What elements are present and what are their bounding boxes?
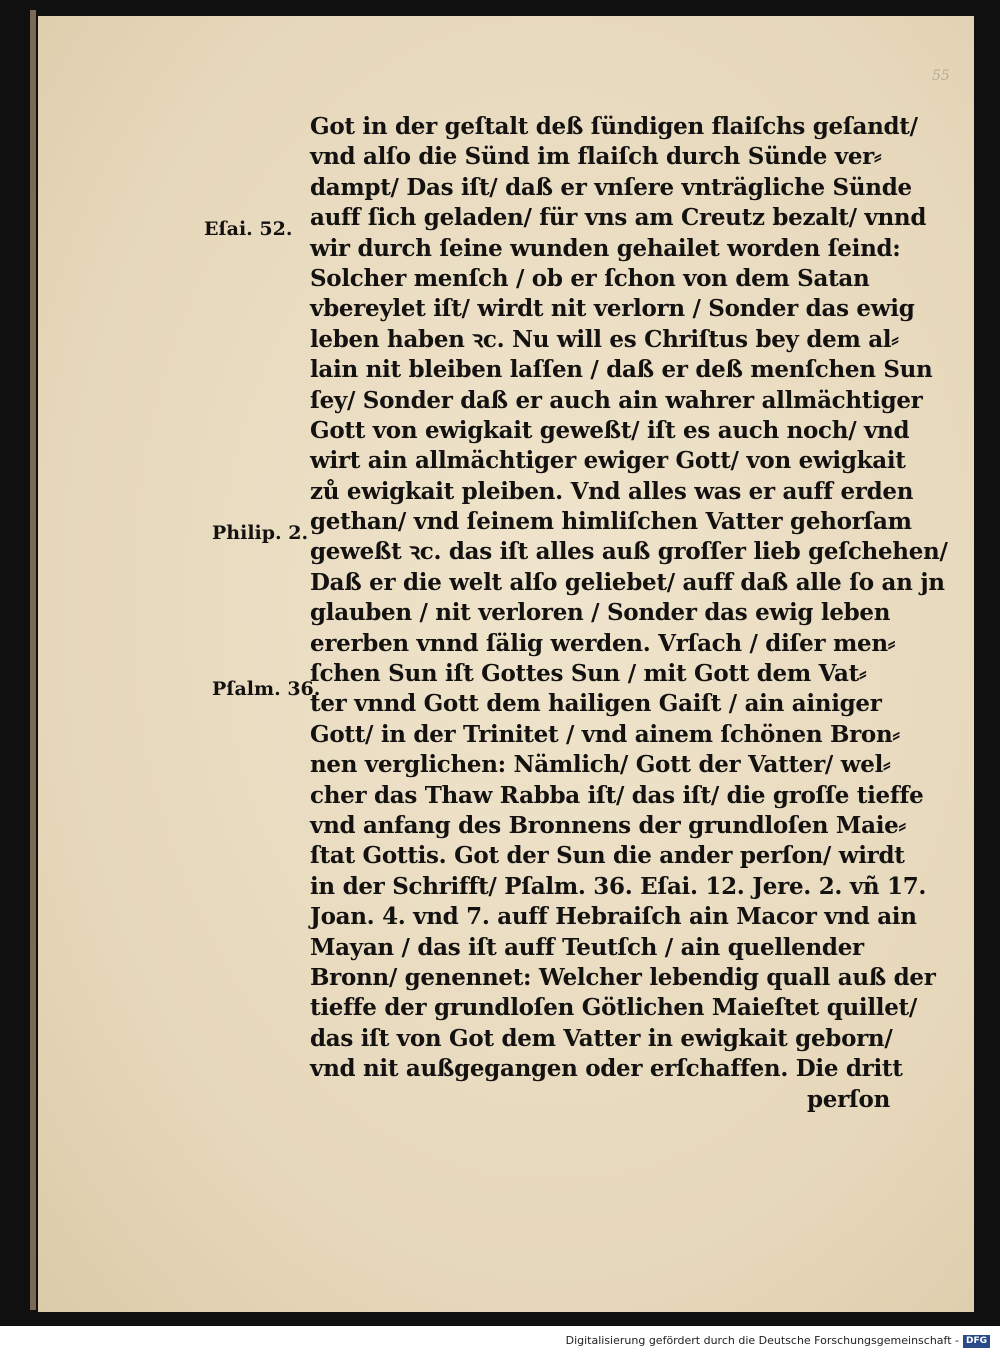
- credit-text: Digitalisierung gefördert durch die Deutsche Forschungsgemeinschaft -: [565, 1334, 959, 1347]
- text-line: ererben vnnd ſälig werden. Vrſach / diſer men⸗: [310, 629, 896, 657]
- body-text: [310, 112, 948, 1115]
- text-line: lain nit bleiben laſſen / daß er deß menſchen Sun: [310, 356, 933, 384]
- text-line: wirt ain allmächtiger ewiger Gott/ von ewigkait: [310, 447, 906, 475]
- text-line: gethan/ vnd ſeinem himliſchen Vatter gehorſam: [310, 508, 912, 536]
- text-line: vbereylet iſt/ wirdt nit verlorn / Sonder das ewig: [310, 295, 915, 323]
- catchword: perſon: [807, 1085, 890, 1113]
- text-line: Got in der geſtalt deß ſündigen flaiſchs geſandt/: [310, 113, 918, 140]
- text-line: ter vnnd Gott dem hailigen Gaiſt / ain ainiger: [310, 690, 882, 718]
- text-line: dampt/ Das iſt/ daß er vnſere vnträgliche Sünde: [310, 173, 912, 201]
- text-line: Gott von ewigkait geweßt/ iſt es auch noch/ vnd: [310, 416, 910, 444]
- dfg-logo[interactable]: DFG: [963, 1335, 990, 1348]
- marginal-note-philip: Philip. 2.: [212, 522, 309, 544]
- text-line: vnd anfang des Bronnens der grundloſen Maie⸗: [310, 811, 906, 839]
- text-line: Solcher menſch / ob er ſchon von dem Satan: [310, 264, 870, 292]
- text-line: cher das Thaw Rabba iſt/ das iſt/ die groſſe tieffe: [310, 781, 924, 809]
- text-line: wir durch ſeine wunden gehailet worden ſeind:: [310, 234, 901, 262]
- funding-credit: [0, 1334, 990, 1348]
- text-line: tieffe der grundloſen Götlichen Maieſtet quillet/: [310, 994, 917, 1022]
- text-line: Gott/ in der Trinitet / vnd ainem ſchönen Bron⸗: [310, 720, 900, 748]
- text-line: Mayan / das iſt auff Teutſch / ain quellender: [310, 933, 864, 961]
- text-line: das iſt von Got dem Vatter in ewigkait geborn/: [310, 1024, 893, 1052]
- text-line: leben haben ꝛc. Nu will es Chriſtus bey dem al⸗: [310, 325, 899, 353]
- marginal-note-esai: Eſai. 52.: [204, 218, 293, 240]
- text-line: ſey/ Sonder daß er auch ain wahrer allmächtiger: [310, 386, 923, 414]
- text-line: geweßt ꝛc. das iſt alles auß groſſer lieb geſchehen/: [310, 538, 948, 566]
- text-line: zů ewigkait pleiben. Vnd alles was er auff erden: [310, 477, 914, 505]
- text-line: auff ſich geladen/ für vns am Creutz bezalt/ vnnd: [310, 204, 927, 232]
- text-line: glauben / nit verloren / Sonder das ewig leben: [310, 599, 891, 627]
- text-line: Bronn/ genennet: Welcher lebendig quall auß der: [310, 963, 936, 991]
- text-line: nen verglichen: Nämlich/ Gott der Vatter/ wel⸗: [310, 751, 891, 779]
- marginal-note-psalm: Pſalm. 36.: [212, 678, 321, 700]
- folio-number: 55: [932, 68, 950, 84]
- page-edge: [30, 10, 36, 1310]
- text-line: ſchen Sun iſt Gottes Sun / mit Gott dem Vat⸗: [310, 660, 867, 688]
- text-line: in der Schrifft/ Pſalm. 36. Eſai. 12. Jere. 2. vñ 17.: [310, 872, 927, 900]
- text-line: ſtat Gottis. Got der Sun die ander perſon/ wirdt: [310, 842, 905, 870]
- text-line: Joan. 4. vnd 7. auff Hebraiſch ain Macor vnd ain: [310, 903, 917, 931]
- text-line: Daß er die welt alſo geliebet/ auff daß alle ſo an jn: [310, 568, 945, 596]
- text-line: vnd alſo die Sünd im flaiſch durch Sünde ver⸗: [310, 143, 882, 171]
- text-line: vnd nit außgegangen oder erſchaffen. Die dritt: [310, 1055, 903, 1083]
